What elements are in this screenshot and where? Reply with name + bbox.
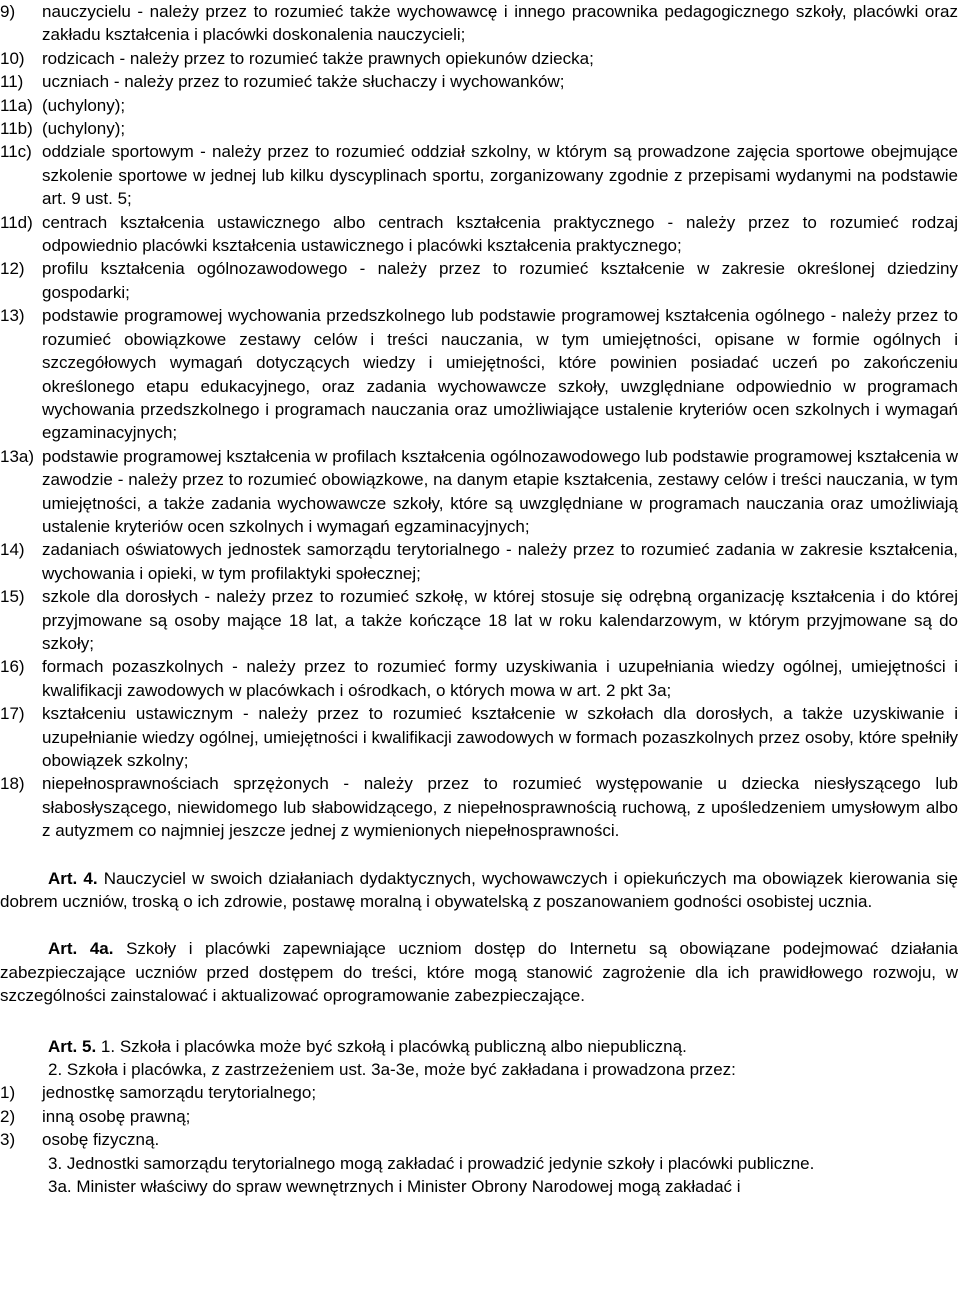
spacer [0, 913, 960, 937]
article-5-list-item-number: 3) [0, 1130, 16, 1150]
definition-item [0, 211, 960, 258]
definition-item-number: 18) [0, 774, 25, 794]
article-4-label: Art. 4. [48, 868, 98, 888]
definition-item-text: podstawie programowej kształcenia w profilach kształcenia ogólnozawodowego lub podstawie programowej kształcenia w zawodzie - należy przez to rozumieć obowiązkowe, na danym etapie kształcenia, zestawy celów i treści nauczania, w tym umiejętności, a także zadania wychowawcze szkoły, które są uwzględniane w programach nauczania oraz umożliwiają ustalenie kryteriów ocen szkolnych i wymagań egzaminacyjnych; [42, 446, 958, 536]
definition-item-text: nauczycielu - należy przez to rozumieć także wychowawcę i innego pracownika pedagogicznego szkoły, placówki oraz zakładu kształcenia i placówki doskonalenia nauczycieli; [42, 2, 958, 45]
article-5-list-item [0, 1128, 960, 1151]
article-5-list-item [0, 1081, 960, 1104]
definition-item-text: centrach kształcenia ustawicznego albo centrach kształcenia praktycznego - należy przez to rozumieć rodzaj odpowiednio placówki kształcenia ustawicznego i placówki kształcenia praktycznego; [42, 212, 958, 256]
article-4 [0, 867, 958, 914]
article-5-para-2: 2. Szkoła i placówka, z zastrzeżeniem ust. 3a-3e, może być zakładana i prowadzona przez: [48, 1060, 736, 1080]
article-5-list-item-text: jednostkę samorządu terytorialnego; [42, 1083, 317, 1103]
definition-item-text: (uchylony); [42, 95, 126, 115]
article-5-list-item-number: 1) [0, 1083, 16, 1103]
definition-item-text: szkole dla dorosłych - należy przez to rozumieć szkołę, w której stosuje się odrębną organizację kształcenia i do której przyjmowane są osoby mające 18 lat, a także kończące 18 lat w roku kalendarzowym, w którym przyjmowane są do szkoły; [42, 587, 958, 653]
article-5-list-item-number: 2) [0, 1106, 16, 1126]
definition-item [0, 0, 960, 47]
definition-item [0, 117, 960, 140]
definition-item-text: podstawie programowej wychowania przedszkolnego lub podstawie programowej kształcenia ogólnego - należy przez to rozumieć obowiązkowe zestawy celów i treści nauczania, w tym umiejętności, opisane w formie ogólnych i szczegółowych wymagań dotyczących wiedzy i umiejętności, które powinien posiadać uczeń po zakończeniu określonego etapu edukacyjnego, oraz zadania wychowawcze szkoły, uwzględniane odpowiednio w programach wychowania przedszkolnego i programach nauczania oraz umożliwiające ustalenie kryteriów ocen szkolnych i wymagań egzaminacyjnych; [42, 306, 958, 443]
definition-item [0, 94, 960, 117]
definition-item-number: 10) [0, 48, 25, 68]
definition-item-number: 11) [0, 72, 24, 92]
definition-item [0, 47, 960, 70]
definition-item-text: uczniach - należy przez to rozumieć także słuchaczy i wychowanków; [42, 72, 565, 92]
definition-item [0, 585, 960, 655]
definition-item-text: kształceniu ustawicznym - należy przez to rozumieć kształcenie w szkołach dla dorosłych, a także uzyskiwanie i uzupełnianie wiedzy ogólnej, umiejętności i kwalifikacji zawodowych w formach pozaszkolnych przez osoby, które spełniły obowiązek szkolny; [42, 704, 958, 770]
article-5-para-3a: 3a. Minister właściwy do spraw wewnętrznych i Minister Obrony Narodowej mogą zakładać i [48, 1177, 741, 1197]
article-5-list-item-text: inną osobę prawną; [42, 1106, 191, 1126]
definition-item-text: zadaniach oświatowych jednostek samorządu terytorialnego - należy przez to rozumieć zadania w zakresie kształcenia, wychowania i opieki, w tym profilaktyki społecznej; [42, 540, 958, 583]
definition-item-text: rodzicach - należy przez to rozumieć także prawnych opiekunów dziecka; [42, 48, 594, 68]
article-4-text: Nauczyciel w swoich działaniach dydaktycznych, wychowawczych i opiekuńczych ma obowiązek kierowania się dobrem uczniów, troską o ich zdrowie, postawę moralną i obywatelską z poszanowaniem godności osobistej ucznia. [0, 868, 958, 912]
definition-item [0, 538, 960, 585]
definition-item-number: 12) [0, 259, 25, 279]
article-4a-text: Szkoły i placówki zapewniające uczniom dostęp do Internetu są obowiązane podejmować działania zabezpieczające uczniów przed dostępem do treści, które mogą stanowić zagrożenie dla ich prawidłowego rozwoju, w szczególności zainstalować i aktualizować oprogramowanie zabezpieczające. [0, 939, 958, 1006]
article-5-list-item-text: osobę fizyczną. [42, 1130, 160, 1150]
definition-item [0, 70, 960, 93]
definition-item-number: 15) [0, 587, 25, 607]
definition-item-text: profilu kształcenia ogólnozawodowego - należy przez to rozumieć kształcenie w zakresie określonej dziedziny gospodarki; [42, 259, 958, 302]
definition-item [0, 304, 960, 444]
definition-item-text: oddziale sportowym - należy przez to rozumieć oddział szkolny, w którym są prowadzone zajęcia sportowe obejmujące szkolenie sportowe w jednej lub kilku dyscyplinach sportu, zorganizowany zgodnie z przepisami wydanymi na podstawie art. 9 ust. 5; [42, 142, 958, 209]
definition-item-number: 13) [0, 306, 25, 326]
article-5-label: Art. 5. [48, 1036, 97, 1056]
article-5-list-item [0, 1105, 960, 1128]
article-5-para-3: 3. Jednostki samorządu terytorialnego mogą zakładać i prowadzić jedynie szkoły i placówki publiczne. [48, 1153, 815, 1173]
definition-item [0, 702, 960, 772]
definition-item-number: 17) [0, 704, 25, 724]
definition-item [0, 772, 960, 842]
definition-item-number: 11b) [0, 119, 33, 139]
definition-item-text: formach pozaszkolnych - należy przez to rozumieć formy uzyskiwania i uzupełniania wiedzy ogólnej, umiejętności i kwalifikacji zawodowych w placówkach i ośrodkach, o których mowa w art. 2 pkt 3a; [42, 657, 958, 700]
definition-item [0, 140, 960, 210]
definition-item-number: 13a) [0, 446, 35, 466]
definition-item [0, 445, 960, 539]
definition-item-text: niepełnosprawnościach sprzężonych - należy przez to rozumieć występowanie u dziecka niesłyszącego lub słabosłyszącego, niewidomego lub słabowidzącego, z niepełnosprawnością ruchową, z upośledzeniem umysłowym albo z autyzmem co najmniej jeszcze jednej z wymienionych niepełnosprawności. [42, 774, 958, 841]
definition-item-number: 14) [0, 540, 25, 560]
article-5-para-1 [0, 1035, 958, 1058]
article-4a-label: Art. 4a. [48, 939, 114, 959]
article-5-list [0, 1081, 960, 1151]
definition-item-number: 16) [0, 657, 25, 677]
article-5-para-1-text: 1. Szkoła i placówka może być szkołą i placówką publiczną albo niepubliczną. [100, 1036, 687, 1056]
definition-item-number: 11c) [0, 142, 32, 162]
article-4a [0, 937, 958, 1007]
definition-item [0, 655, 960, 702]
definition-item-number: 11a) [0, 95, 33, 115]
definition-item-number: 9) [0, 2, 16, 21]
definition-item [0, 257, 960, 304]
spacer [0, 1008, 960, 1035]
definition-item-number: 11d) [0, 212, 33, 232]
spacer [0, 843, 960, 867]
definition-item-text: (uchylony); [42, 119, 126, 139]
